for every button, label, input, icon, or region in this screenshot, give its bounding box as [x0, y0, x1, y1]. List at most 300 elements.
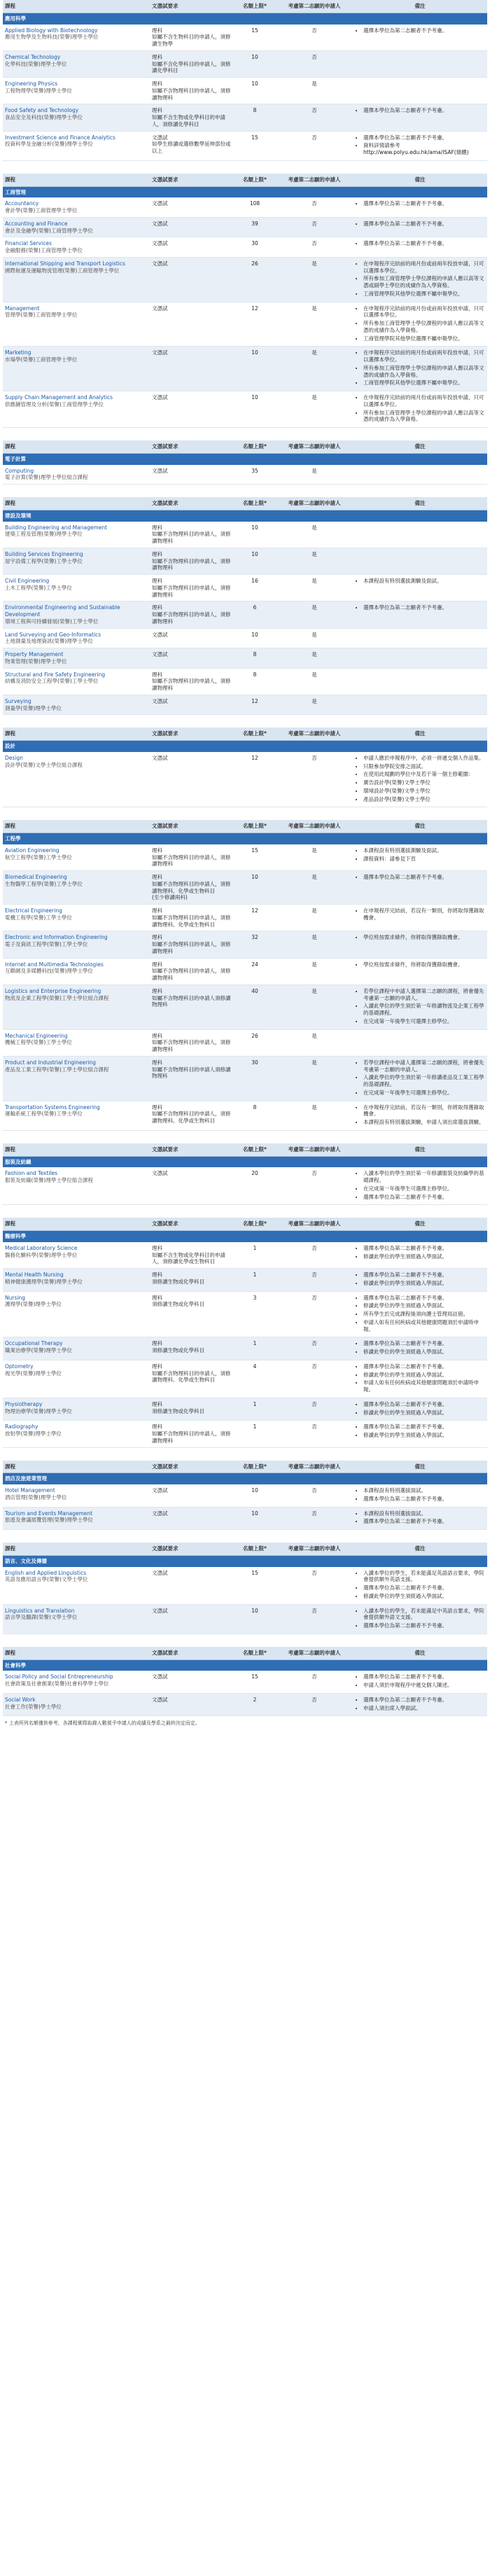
second-choice-cell: 是 — [276, 958, 353, 984]
second-choice-cell: 是 — [276, 1101, 353, 1130]
remark-item: • 選擇本學位為第二志願者不予考慮。 — [363, 1363, 485, 1370]
programme-name-en: Property Management — [5, 651, 64, 657]
quota-cell: 1 — [234, 1398, 276, 1421]
remarks-list — [355, 1510, 485, 1526]
category-label: 酒店及旅遊業管理 — [3, 1473, 487, 1484]
programme-name-zh: 產品及工業工程學(榮譽)工學士學位組合課程 — [5, 1066, 109, 1073]
remarks-cell — [353, 237, 487, 258]
quota-cell: 2 — [234, 1693, 276, 1716]
programme-name-en: Marketing — [5, 349, 31, 356]
second-choice-cell: 否 — [276, 217, 353, 237]
table-row — [3, 931, 487, 958]
header-second-choice: 考慮第二志願的申請人 — [276, 1143, 353, 1156]
remarks-cell — [353, 984, 487, 1029]
subject-requirement-cell: 文憑試 — [150, 752, 234, 807]
table-row — [3, 628, 487, 648]
programme-cell — [3, 237, 150, 258]
table-row — [3, 1242, 487, 1269]
second-choice-cell: 否 — [276, 1291, 353, 1337]
programme-cell — [3, 1693, 150, 1716]
header-second-choice: 考慮第二志願的申請人 — [276, 440, 353, 453]
category-label: 電子計算 — [3, 453, 487, 464]
second-choice-cell: 是 — [276, 844, 353, 871]
table-header-row — [3, 820, 487, 833]
second-choice-cell: 是 — [276, 1056, 353, 1101]
remark-item: • 工商管理學院其他學位選擇不屬申報學位。 — [363, 291, 485, 298]
remark-item: • 在完成第一年後學生可選擇主修學位。 — [363, 1089, 485, 1096]
programme-name-en: Financial Services — [5, 240, 52, 247]
table-row — [3, 984, 487, 1029]
quota-cell: 10 — [234, 1604, 276, 1634]
remarks-cell — [353, 522, 487, 548]
programme-cell — [3, 752, 150, 807]
quota-cell: 10 — [234, 548, 276, 574]
programme-name-zh: 英語及應用語言學(榮譽)文學士學位 — [5, 1576, 88, 1583]
spacer-cell — [3, 160, 487, 174]
programme-name-zh: 會計及金融學(榮譽)工商管理學士學位 — [5, 227, 93, 234]
table-row — [3, 302, 487, 347]
remarks-cell — [353, 1167, 487, 1205]
programme-name-zh: 機械工程學(榮譽)工學士學位 — [5, 1039, 72, 1046]
programme-name-en: Transportation Systems Engineering — [5, 1103, 100, 1111]
programme-cell — [3, 1101, 150, 1130]
programme-cell — [3, 1671, 150, 1693]
table-row — [3, 25, 487, 51]
programme-name-zh: 供應鏈管理及分析(榮譽)工商管理學士學位 — [5, 401, 104, 408]
programme-name-zh: 屋宇設備工程學(榮譽)工學士學位 — [5, 557, 83, 564]
quota-cell: 10 — [234, 78, 276, 104]
programme-cell — [3, 601, 150, 628]
header-remarks: 備注 — [353, 1647, 487, 1659]
remark-item: • 在完成第一年後學生可選擇主修學位。 — [363, 1018, 485, 1025]
programme-name-zh: 電機工程學(榮譽)工學士學位 — [5, 914, 72, 921]
remark-item: • 課程資料：請參見下頁 — [363, 856, 485, 863]
programme-name-zh: 社會工作(榮譽)學士學位 — [5, 1703, 62, 1710]
programme-name-en: Physiotherapy — [5, 1400, 43, 1407]
quota-cell: 10 — [234, 628, 276, 648]
second-choice-cell: 否 — [276, 197, 353, 217]
category-label: 設計 — [3, 741, 487, 752]
remarks-cell — [353, 50, 487, 77]
category-row — [3, 510, 487, 521]
programme-cell — [3, 1291, 150, 1337]
table-header-row — [3, 174, 487, 186]
remark-item: • 入讀此學位的學生須於第一年修讀產品及工業工程學的基礎課程。 — [363, 1074, 485, 1088]
header-second-choice: 考慮第二志願的申請人 — [276, 727, 353, 740]
remarks-list — [355, 1570, 485, 1600]
programme-name-zh: 語言學及翻譯(榮譽)文學士學位 — [5, 1614, 78, 1621]
remarks-list — [355, 1272, 485, 1287]
header-subject-requirement: 文憑試要求 — [150, 1218, 234, 1230]
remarks-cell — [353, 575, 487, 601]
programme-cell — [3, 984, 150, 1029]
subject-requirement-cell: 文憑試 如學生修讀或選修數學延伸部份或以上 — [150, 131, 234, 160]
section-spacer — [3, 160, 487, 174]
subject-requirement-cell: 理科 須修讀生物或化學科目 — [150, 1269, 234, 1292]
category-label: 語言、文化及傳播 — [3, 1555, 487, 1566]
subject-requirement-cell: 理科 如屬不含物理科目的申請人須修讀物理科 — [150, 1056, 234, 1101]
subject-requirement-cell: 文憑試 — [150, 1507, 234, 1530]
subject-requirement-cell: 理科 如屬不含物理科目的申請人，須修讀物理科 — [150, 668, 234, 695]
table-row — [3, 197, 487, 217]
quota-cell: 1 — [234, 1337, 276, 1360]
second-choice-cell: 是 — [276, 984, 353, 1029]
remarks-list — [355, 1673, 485, 1689]
table-row — [3, 871, 487, 905]
category-row — [3, 13, 487, 24]
header-remarks: 備注 — [353, 727, 487, 740]
programme-cell — [3, 1398, 150, 1421]
subject-requirement-cell: 理科 如屬不含物理科目的申請人，須修讀物理科 — [150, 844, 234, 871]
quota-cell: 8 — [234, 104, 276, 131]
programme-name-zh: 建築工程及管理(榮譽)理學士學位 — [5, 531, 83, 538]
remark-item: • 本課程設有特別選拔測驗及面試。 — [363, 578, 485, 585]
programme-name-zh: 精神健康護理學(榮譽)理學士學位 — [5, 1278, 83, 1285]
header-quota: 名額上限* — [234, 1647, 276, 1659]
header-subject-requirement: 文憑試要求 — [150, 1647, 234, 1659]
second-choice-cell: 否 — [276, 1398, 353, 1421]
remarks-cell — [353, 25, 487, 51]
table-header-row — [3, 0, 487, 13]
remarks-cell — [353, 752, 487, 807]
programme-name-zh: 運輸系統工程學(榮譽)工學士學位 — [5, 1111, 83, 1118]
remark-item: • 本課程設有特別選拔面試。 — [363, 1510, 485, 1517]
second-choice-cell: 否 — [276, 1567, 353, 1605]
second-choice-cell: 否 — [276, 1421, 353, 1447]
remark-item: • 所有參加工商管理學士學位課程的申請人應以高等文憑的成績作為入學資格。 — [363, 410, 485, 424]
programme-cell — [3, 522, 150, 548]
header-subject-requirement: 文憑試要求 — [150, 0, 234, 13]
programme-cell — [3, 1421, 150, 1447]
remarks-list — [355, 578, 485, 585]
remarks-list — [355, 1295, 485, 1333]
quota-cell: 10 — [234, 347, 276, 391]
remarks-cell — [353, 1567, 487, 1605]
remarks-cell — [353, 1337, 487, 1360]
programme-name-en: Social Policy and Social Entrepreneurship — [5, 1673, 113, 1680]
category-row — [3, 1555, 487, 1566]
table-row — [3, 668, 487, 695]
remark-item: • 申請人應於申報程序中，必須一併遞交個人作品集。 — [363, 755, 485, 762]
remark-item: • 環境設計學(榮譽)文學士學位 — [363, 788, 485, 795]
remarks-list — [355, 240, 485, 247]
table-row — [3, 1693, 487, 1716]
table-row — [3, 237, 487, 258]
quota-cell: 1 — [234, 1242, 276, 1269]
table-row — [3, 905, 487, 931]
quota-cell: 30 — [234, 237, 276, 258]
quota-cell: 108 — [234, 197, 276, 217]
remarks-list — [355, 755, 485, 803]
programme-name-zh: 視光學(榮譽)理學士學位 — [5, 1370, 62, 1377]
remark-item: • 在申報程序完結前，若沒有一類別，你將取得獲錄取機會。 — [363, 1104, 485, 1118]
programme-name-zh: 醫務化驗科學(榮譽)理學士學位 — [5, 1251, 78, 1258]
table-row — [3, 958, 487, 984]
table-header-row — [3, 1647, 487, 1659]
remarks-cell — [353, 302, 487, 347]
header-remarks: 備注 — [353, 1543, 487, 1555]
programme-cell — [3, 958, 150, 984]
table-row — [3, 1398, 487, 1421]
quota-cell: 30 — [234, 1056, 276, 1101]
programme-name-en: Building Engineering and Management — [5, 524, 108, 531]
subject-requirement-cell: 文憑試 — [150, 217, 234, 237]
programme-name-en: Aviation Engineering — [5, 847, 59, 854]
remark-item: • 申請人須於申報程序中遞交個人陳述。 — [363, 1682, 485, 1689]
programme-cell — [3, 548, 150, 574]
subject-requirement-cell: 理科 如屬不含物理科目的申請人，須修讀物理科 — [150, 575, 234, 601]
header-quota: 名額上限* — [234, 1218, 276, 1230]
remark-item: • 在使用此規劃的學位中及若干第一個主修範圍： — [363, 771, 485, 778]
programme-name-en: English and Applied Linguistics — [5, 1569, 87, 1576]
remarks-cell — [353, 905, 487, 931]
spacer-cell — [3, 485, 487, 498]
header-quota: 名額上限* — [234, 174, 276, 186]
remarks-cell — [353, 1693, 487, 1716]
spacer-cell — [3, 1634, 487, 1647]
programme-name-en: Land Surveying and Geo-Informatics — [5, 631, 102, 638]
programme-cell — [3, 668, 150, 695]
remark-item: • 在申報程序完結前的兩月份或前兩年投放申請，只可以選擇本學位。 — [363, 349, 485, 363]
second-choice-cell: 否 — [276, 1167, 353, 1205]
header-remarks: 備注 — [353, 1143, 487, 1156]
remark-item: • 申請人如有任何疾病或其他健康問題須於申請時申報。 — [363, 1319, 485, 1333]
programme-cell — [3, 1269, 150, 1292]
header-subject-requirement: 文憑試要求 — [150, 820, 234, 833]
programme-name-en: International Shipping and Transport Logistics — [5, 260, 125, 267]
programme-name-en: Management — [5, 305, 40, 312]
second-choice-cell: 是 — [276, 695, 353, 715]
programme-cell — [3, 628, 150, 648]
header-programme: 課程 — [3, 1218, 150, 1230]
subject-requirement-cell: 文憑試 — [150, 1484, 234, 1507]
programme-name-zh: 護理學(榮譽)理學士學位 — [5, 1301, 62, 1308]
subject-requirement-cell: 文憑試 — [150, 465, 234, 485]
programme-cell — [3, 1056, 150, 1101]
quota-cell: 15 — [234, 844, 276, 871]
remark-item: • 產品設計學(榮譽)文學士學位 — [363, 796, 485, 803]
programme-name-zh: 社會政策及社會創業(榮譽)社會科學學士學位 — [5, 1680, 109, 1687]
programme-name-zh: 航空工程學(榮譽)工學士學位 — [5, 854, 72, 861]
programme-cell — [3, 844, 150, 871]
subject-requirement-cell: 文憑試 — [150, 628, 234, 648]
table-row — [3, 217, 487, 237]
quota-cell: 24 — [234, 958, 276, 984]
category-row — [3, 741, 487, 752]
category-row — [3, 833, 487, 844]
remark-item: • 在申報程序完結前，若沒有一類別，你將取得獲錄取機會。 — [363, 907, 485, 921]
programme-name-en: Supply Chain Management and Analytics — [5, 394, 113, 401]
second-choice-cell: 否 — [276, 1242, 353, 1269]
header-quota: 名額上限* — [234, 440, 276, 453]
section-spacer — [3, 1130, 487, 1143]
header-quota: 名額上限* — [234, 0, 276, 13]
table-header-row — [3, 727, 487, 740]
remarks-cell — [353, 104, 487, 131]
remark-item: • 選擇本學位為第二志願者不予考慮。 — [363, 1340, 485, 1347]
programme-name-zh: 應用生物學及生物科技(榮譽)理學士學位 — [5, 34, 99, 41]
remarks-list — [355, 1608, 485, 1629]
remarks-list — [355, 1487, 485, 1503]
table-header-row — [3, 1218, 487, 1230]
quota-cell: 16 — [234, 575, 276, 601]
second-choice-cell: 否 — [276, 1269, 353, 1292]
subject-requirement-cell: 理科 如屬不含物理科目的申請人，須修讀物理科、化學或生物科目 — [150, 1101, 234, 1130]
remarks-list — [355, 874, 485, 881]
second-choice-cell: 是 — [276, 871, 353, 905]
quota-cell: 8 — [234, 668, 276, 695]
remark-item: • 選擇本學位為第二志願者不予考慮。 — [363, 1194, 485, 1201]
programme-name-zh: 旅遊及會議展覽管理(榮譽)理學士學位 — [5, 1517, 93, 1524]
remarks-list — [355, 907, 485, 921]
header-second-choice: 考慮第二志願的申請人 — [276, 1218, 353, 1230]
remarks-cell — [353, 1269, 487, 1292]
programme-name-en: Occupational Therapy — [5, 1340, 63, 1347]
programme-name-en: Electronic and Information Engineering — [5, 934, 108, 941]
header-quota: 名額上限* — [234, 820, 276, 833]
subject-requirement-cell: 文憑試 — [150, 1567, 234, 1605]
remark-item: • 選擇本學位為第二志願者不予考慮。 — [363, 604, 485, 611]
remarks-cell — [353, 1398, 487, 1421]
programme-cell — [3, 1567, 150, 1605]
spacer-cell — [3, 715, 487, 728]
remarks-list — [355, 1245, 485, 1260]
remarks-list — [355, 847, 485, 863]
table-row — [3, 752, 487, 807]
remarks-list — [355, 1363, 485, 1393]
header-programme: 課程 — [3, 1461, 150, 1473]
category-row — [3, 1156, 487, 1167]
programme-name-en: Building Services Engineering — [5, 550, 83, 557]
remarks-cell — [353, 871, 487, 905]
second-choice-cell: 否 — [276, 237, 353, 258]
header-subject-requirement: 文憑試要求 — [150, 174, 234, 186]
programme-name-zh: 服裝及紡織(榮譽)理學士學位組合課程 — [5, 1177, 93, 1183]
subject-requirement-cell: 文憑試 — [150, 257, 234, 302]
category-label: 服裝及紡織 — [3, 1156, 487, 1167]
remarks-cell — [353, 844, 487, 871]
programme-name-zh: 國際航運及運輸物流管理(榮譽)工商管理學士學位 — [5, 267, 120, 274]
header-second-choice: 考慮第二志願的申請人 — [276, 0, 353, 13]
subject-requirement-cell: 理科 如屬不含物理科目的申請人須修讀物理科 — [150, 984, 234, 1029]
remarks-cell — [353, 628, 487, 648]
second-choice-cell: 否 — [276, 104, 353, 131]
category-label: 工商管理 — [3, 186, 487, 197]
remarks-cell — [353, 1242, 487, 1269]
programme-cell — [3, 871, 150, 905]
second-choice-cell: 否 — [276, 1360, 353, 1398]
remarks-list — [355, 961, 485, 968]
header-second-choice: 考慮第二志願的申請人 — [276, 820, 353, 833]
remark-item: • 選擇本學位為第二志願者不予考慮。 — [363, 134, 485, 141]
table-row — [3, 257, 487, 302]
second-choice-cell: 否 — [276, 1337, 353, 1360]
section-spacer — [3, 807, 487, 821]
subject-requirement-cell: 理科 須修讀生物或化學科目 — [150, 1291, 234, 1337]
quota-cell: 15 — [234, 1567, 276, 1605]
header-quota: 名額上限* — [234, 727, 276, 740]
programme-name-en: Electrical Engineering — [5, 907, 62, 914]
header-programme: 課程 — [3, 497, 150, 510]
remark-item: • 修讀此學位的學生須經過入學面試。 — [363, 1409, 485, 1416]
remark-item: • 選擇本學位為第二志願者不予考慮。 — [363, 200, 485, 207]
remarks-cell — [353, 548, 487, 574]
remarks-cell — [353, 668, 487, 695]
quota-cell: 12 — [234, 752, 276, 807]
programme-name-zh: 互聯網及多媒體科技(榮譽)理學士學位 — [5, 968, 93, 975]
remark-item: • 本課程設有特別選拔測驗及面試。 — [363, 847, 485, 854]
header-subject-requirement: 文憑試要求 — [150, 727, 234, 740]
remark-item: • 入讀本學位的學生須於第一年修讀服裝及紡織學的基礎課程。 — [363, 1170, 485, 1184]
remark-item: • 選擇本學位為第二志願者不予考慮。 — [363, 240, 485, 247]
subject-requirement-cell: 理科 須修讀生物或化學科目 — [150, 1398, 234, 1421]
remark-item: • 廣告設計學(榮譽)文學士學位 — [363, 779, 485, 786]
table-row — [3, 844, 487, 871]
remark-item: • 所有參加工商管理學士學位課程的申請人應以高等文憑的成績作為入學資格。 — [363, 365, 485, 379]
remark-item: • 選擇本學位為第二志願者不予考慮。 — [363, 874, 485, 881]
table-row — [3, 1567, 487, 1605]
remarks-cell — [353, 1029, 487, 1056]
table-row — [3, 391, 487, 428]
remark-item: • 在申報程序完結前的兩月份或前兩年投放申請，只可以選擇本學位。 — [363, 305, 485, 319]
programme-name-en: Tourism and Events Management — [5, 1510, 93, 1517]
header-quota: 名額上限* — [234, 1543, 276, 1555]
header-programme: 課程 — [3, 1647, 150, 1659]
subject-requirement-cell: 理科 如屬不含物理科目的申請人，須修讀物理科、化學或生物科目 — [150, 905, 234, 931]
subject-requirement-cell: 理科 如屬不含物理科目的申請人，須修讀物理科 — [150, 931, 234, 958]
second-choice-cell: 是 — [276, 575, 353, 601]
remarks-cell — [353, 391, 487, 428]
table-row — [3, 465, 487, 485]
remark-item: • 工商管理學院其他學位選擇不屬申報學位。 — [363, 380, 485, 387]
second-choice-cell: 否 — [276, 131, 353, 160]
quota-cell: 3 — [234, 1291, 276, 1337]
remarks-cell — [353, 648, 487, 669]
programme-name-en: Accountancy — [5, 200, 39, 207]
remark-item: • 選擇本學位為第二志願者不予考慮。 — [363, 1622, 485, 1629]
second-choice-cell: 否 — [276, 1484, 353, 1507]
quota-cell: 15 — [234, 1671, 276, 1693]
remarks-cell — [353, 465, 487, 485]
second-choice-cell: 否 — [276, 25, 353, 51]
remarks-cell — [353, 1360, 487, 1398]
second-choice-cell: 是 — [276, 78, 353, 104]
second-choice-cell: 是 — [276, 465, 353, 485]
quota-cell: 10 — [234, 391, 276, 428]
category-label: 醫療科學 — [3, 1231, 487, 1242]
remarks-cell — [353, 1291, 487, 1337]
quota-cell: 10 — [234, 50, 276, 77]
section-spacer — [3, 485, 487, 498]
section-spacer — [3, 1205, 487, 1218]
programme-name-en: Food Safety and Technology — [5, 107, 79, 114]
programme-name-zh: 結構及消防安全工程學(榮譽)工學士學位 — [5, 678, 99, 685]
remark-item: • 選擇本學位為第二志願者不予考慮。 — [363, 1295, 485, 1302]
spacer-cell — [3, 807, 487, 821]
category-label: 應用科學 — [3, 13, 487, 24]
remarks-cell — [353, 1484, 487, 1507]
programme-cell — [3, 131, 150, 160]
remarks-cell — [353, 78, 487, 104]
remark-item: • 修讀此學位的學生須經過入學面試。 — [363, 1372, 485, 1379]
subject-requirement-cell: 文憑試 — [150, 695, 234, 715]
quota-cell: 12 — [234, 302, 276, 347]
remark-item: • 本課程設有特別選拔面試。 — [363, 1487, 485, 1494]
section-spacer — [3, 428, 487, 441]
remarks-cell — [353, 1056, 487, 1101]
remark-item: • 入讀本學位的學生，若未能滿足英語語言要求，學院會提供額外英語支援。 — [363, 1570, 485, 1584]
remark-item: • 選擇本學位為第二志願者不予考慮。 — [363, 221, 485, 228]
